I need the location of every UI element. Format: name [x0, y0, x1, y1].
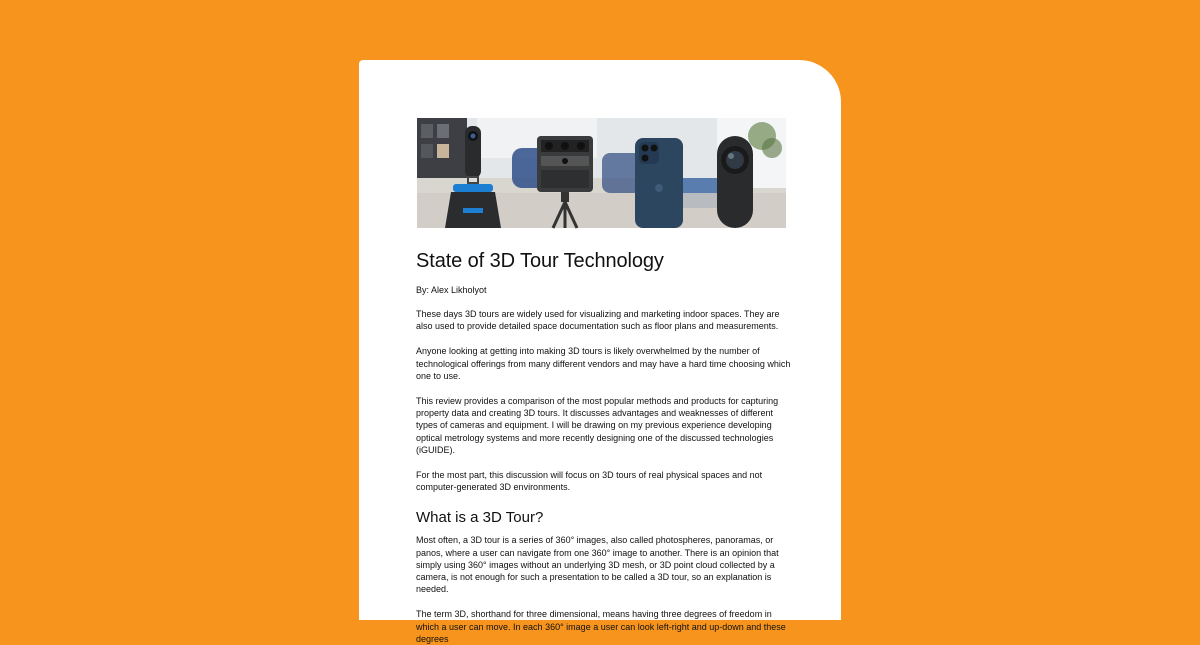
article-byline: By: Alex Likholyot: [416, 285, 487, 295]
hero-image: [417, 118, 786, 228]
paragraph: This review provides a comparison of the most popular methods and products for capturing property data and creating 3D tours. It discusses advantages and weaknesses of different types of cameras and equipment. I will be drawing on my previous experience developing optical metrology systems and more recently designing one of the discussed technologies (iGUIDE).: [416, 396, 779, 455]
paragraph: Most often, a 3D tour is a series of 360° images, also called photospheres, panoramas, or panos, where a user can navigate from one 360° image to another. There is an opinion that simply using 360° images without an underlying 3D mesh, or 3D point cloud collected by a camera, is not enough for such a presentation to be called a 3D tour, so an explanation is needed.: [416, 535, 779, 595]
article-body: [416, 250, 796, 645]
smartphone-icon: [635, 138, 683, 228]
paragraph: Anyone looking at getting into making 3D tours is likely overwhelmed by the number of technological offerings from many different vendors and may have a hard time choosing which one to use.: [416, 346, 791, 381]
document-page: [359, 60, 841, 644]
paragraph: The term 3D, shorthand for three dimensional, means having three degrees of freedom in which a user can move. In each 360° image a user can look left-right and up-down and these degrees: [416, 609, 786, 644]
section-heading: What is a 3D Tour?: [416, 509, 544, 527]
paragraph: These days 3D tours are widely used for visualizing and marketing indoor spaces. They are also used to provide detailed space documentation such as floor plans and measurements.: [416, 309, 780, 332]
article-title: State of 3D Tour Technology: [416, 250, 664, 272]
spherical-camera-icon: [717, 136, 753, 228]
paragraph: For the most part, this discussion will focus on 3D tours of real physical spaces and not computer-generated 3D environments.: [416, 470, 763, 493]
